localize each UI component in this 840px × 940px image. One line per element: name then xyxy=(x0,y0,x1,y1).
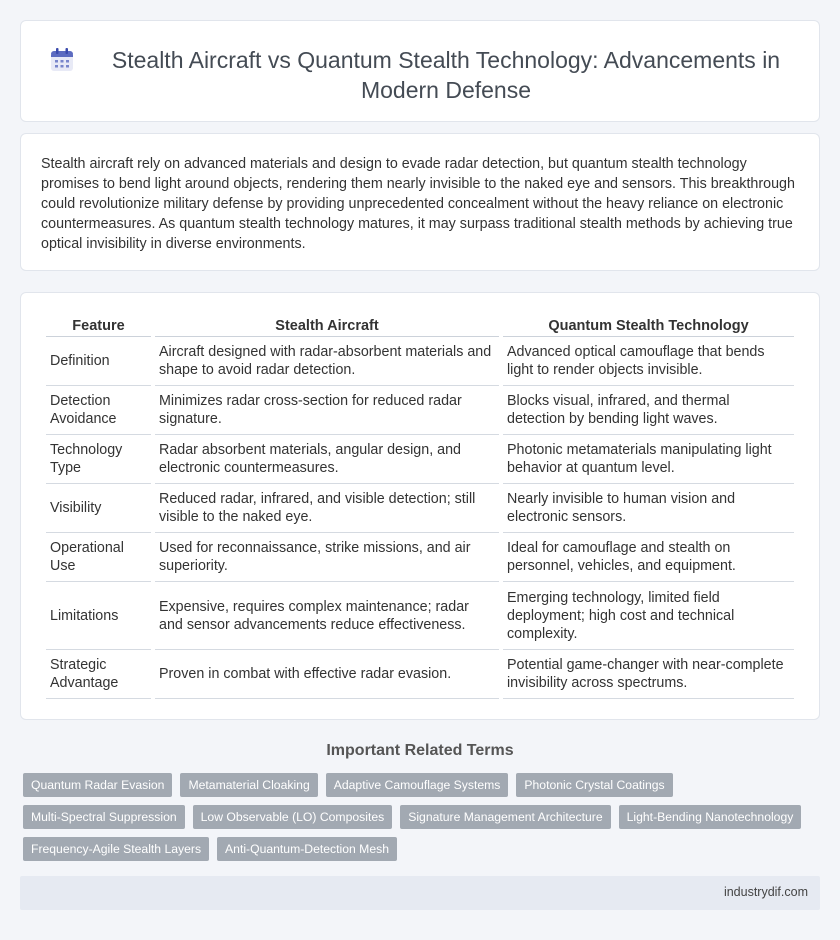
related-term-tag[interactable]: Photonic Crystal Coatings xyxy=(516,773,672,797)
quantum-stealth-cell: Ideal for camouflage and stealth on personnel, vehicles, and equipment. xyxy=(503,533,794,582)
title-row xyxy=(21,21,821,123)
feature-cell: Technology Type xyxy=(46,435,151,484)
comparison-card xyxy=(20,292,820,720)
footer xyxy=(20,876,820,910)
related-term-tag[interactable]: Quantum Radar Evasion xyxy=(23,773,172,797)
quantum-stealth-cell: Nearly invisible to human vision and electronic sensors. xyxy=(503,484,794,533)
comparison-table xyxy=(42,315,798,699)
table-row xyxy=(46,484,794,533)
quantum-stealth-cell: Advanced optical camouflage that bends light to render objects invisible. xyxy=(503,337,794,386)
table-row xyxy=(46,582,794,650)
related-terms-title: Important Related Terms xyxy=(326,742,514,759)
related-term-tag[interactable]: Frequency-Agile Stealth Layers xyxy=(23,837,209,861)
page-title: Stealth Aircraft vs Quantum Stealth Technology: Advancements in Modern Defense xyxy=(111,47,781,103)
stealth-aircraft-cell: Proven in combat with effective radar evasion. xyxy=(155,650,499,699)
table-row xyxy=(46,337,794,386)
quantum-stealth-cell: Photonic metamaterials manipulating light behavior at quantum level. xyxy=(503,435,794,484)
related-term-tag[interactable]: Multi-Spectral Suppression xyxy=(23,805,185,829)
calendar-icon xyxy=(49,47,75,73)
related-term-tag[interactable]: Adaptive Camouflage Systems xyxy=(326,773,509,797)
related-term-tag[interactable]: Signature Management Architecture xyxy=(400,805,610,829)
quantum-stealth-cell: Emerging technology, limited field deployment; high cost and technical complexity. xyxy=(503,582,794,650)
quantum-stealth-cell: Potential game-changer with near-complete invisibility across spectrums. xyxy=(503,650,794,699)
column-header-quantum-stealth: Quantum Stealth Technology xyxy=(503,315,794,337)
intro-card xyxy=(20,133,820,271)
stealth-aircraft-cell: Used for reconnaissance, strike missions, and air superiority. xyxy=(155,533,499,582)
table-row xyxy=(46,650,794,699)
table-header-row xyxy=(46,315,794,337)
stealth-aircraft-cell: Expensive, requires complex maintenance; radar and sensor advancements reduce effectiveness. xyxy=(155,582,499,650)
related-term-tag[interactable]: Metamaterial Cloaking xyxy=(180,773,317,797)
table-row xyxy=(46,435,794,484)
stealth-aircraft-cell: Reduced radar, infrared, and visible detection; still visible to the naked eye. xyxy=(155,484,499,533)
feature-cell: Strategic Advantage xyxy=(46,650,151,699)
related-term-tag[interactable]: Light-Bending Nanotechnology xyxy=(619,805,802,829)
footer-site-link[interactable]: industrydif.com xyxy=(723,885,808,899)
feature-cell: Detection Avoidance xyxy=(46,386,151,435)
table-row xyxy=(46,533,794,582)
column-header-stealth-aircraft: Stealth Aircraft xyxy=(155,315,499,337)
stealth-aircraft-cell: Radar absorbent materials, angular design, and electronic countermeasures. xyxy=(155,435,499,484)
feature-cell: Definition xyxy=(46,337,151,386)
feature-cell: Limitations xyxy=(46,582,151,650)
quantum-stealth-cell: Blocks visual, infrared, and thermal detection by bending light waves. xyxy=(503,386,794,435)
related-term-tag[interactable]: Low Observable (LO) Composites xyxy=(193,805,393,829)
stealth-aircraft-cell: Aircraft designed with radar-absorbent materials and shape to avoid radar detection. xyxy=(155,337,499,386)
feature-cell: Visibility xyxy=(46,484,151,533)
header-card xyxy=(20,20,820,122)
intro-paragraph: Stealth aircraft rely on advanced materials and design to evade radar detection, but quantum stealth technology promises to bend light around objects, rendering them nearly invisible to the naked eye and sensors. This breakthrough could revolutionize military defense by providing unprecedented concealment without the heavy reliance on electronic countermeasures. As quantum stealth technology matures, it may surpass traditional stealth methods by achieving true optical invisibility in diverse environments. xyxy=(41,156,795,252)
related-term-tag[interactable]: Anti-Quantum-Detection Mesh xyxy=(217,837,397,861)
feature-cell: Operational Use xyxy=(46,533,151,582)
stealth-aircraft-cell: Minimizes radar cross-section for reduced radar signature. xyxy=(155,386,499,435)
related-terms-list xyxy=(23,773,823,861)
table-row xyxy=(46,386,794,435)
column-header-feature: Feature xyxy=(46,315,151,337)
